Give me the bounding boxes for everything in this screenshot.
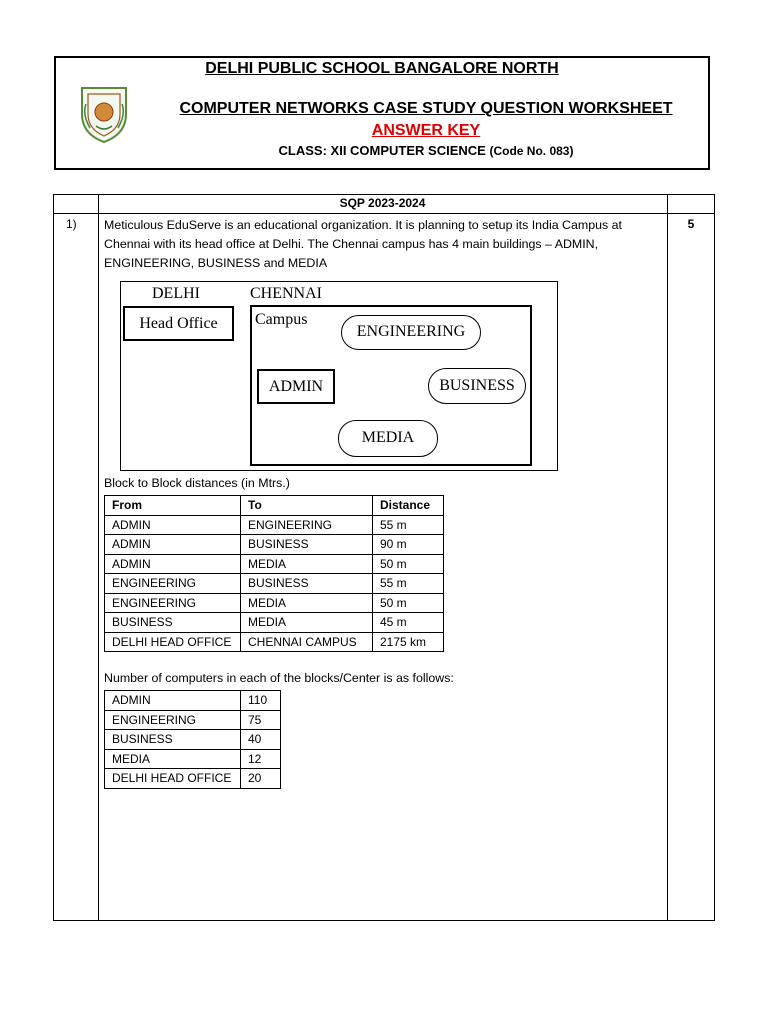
table-cell: 90 m (373, 535, 444, 555)
delhi-label: DELHI (152, 285, 200, 302)
table-cell: 110 (241, 691, 281, 711)
table-row (105, 691, 281, 711)
table-cell: ADMIN (105, 691, 241, 711)
school-name: DELHI PUBLIC SCHOOL BANGALORE NORTH (205, 60, 559, 77)
class-line (100, 143, 752, 158)
table-cell: BUSINESS (241, 535, 373, 555)
engineering-block: ENGINEERING (341, 315, 481, 350)
table-row (105, 730, 281, 750)
column-divider (98, 194, 99, 921)
table-cell: ENGINEERING (105, 593, 241, 613)
table-header-row (105, 496, 444, 516)
table-row (105, 749, 281, 769)
table-row (105, 593, 444, 613)
table-cell: MEDIA (105, 749, 241, 769)
table-cell: ENGINEERING (241, 515, 373, 535)
section-title: SQP 2023-2024 (339, 196, 426, 210)
table-row (105, 632, 444, 652)
class-label: CLASS: XII COMPUTER SCIENCE (278, 143, 486, 158)
column-divider (667, 194, 668, 921)
table-cell: MEDIA (241, 613, 373, 633)
table-cell: ADMIN (105, 515, 241, 535)
table-row (105, 535, 444, 555)
worksheet-title: COMPUTER NETWORKS CASE STUDY QUESTION WORKSHEET (179, 100, 673, 117)
question-number: 1) (66, 217, 77, 231)
table-row (105, 515, 444, 535)
table-cell: ENGINEERING (105, 710, 241, 730)
computers-caption: Number of computers in each of the blocks/Center is as follows: (104, 671, 454, 685)
table-cell: 2175 km (373, 632, 444, 652)
table-cell: 12 (241, 749, 281, 769)
table-row (105, 574, 444, 594)
table-cell: DELHI HEAD OFFICE (105, 632, 241, 652)
computers-table (104, 690, 281, 789)
table-cell: DELHI HEAD OFFICE (105, 769, 241, 789)
subject-code: (Code No. 083) (489, 144, 574, 158)
table-cell: 50 m (373, 554, 444, 574)
table-cell: 20 (241, 769, 281, 789)
table-cell: 55 m (373, 574, 444, 594)
campus-label: Campus (255, 311, 308, 328)
column-header: Distance (373, 496, 444, 516)
answer-key-label: ANSWER KEY (371, 122, 481, 139)
question-text: Meticulous EduServe is an educational organization. It is planning to setup its India Campus at Chennai with its head office at Delhi. The Chennai campus has 4 main buildings – ADMIN, ENGINEERING, BUSINESS and MEDIA (104, 218, 622, 270)
table-row (105, 769, 281, 789)
media-block: MEDIA (338, 420, 438, 457)
table-cell: ADMIN (105, 554, 241, 574)
table-cell: ADMIN (105, 535, 241, 555)
table-cell: BUSINESS (241, 574, 373, 594)
admin-block: ADMIN (257, 369, 335, 404)
chennai-label: CHENNAI (250, 285, 322, 302)
question-marks: 5 (687, 217, 695, 231)
column-header: From (105, 496, 241, 516)
table-row (105, 710, 281, 730)
table-cell: 55 m (373, 515, 444, 535)
table-cell: 40 (241, 730, 281, 750)
table-cell: ENGINEERING (105, 574, 241, 594)
table-cell: MEDIA (241, 554, 373, 574)
table-cell: CHENNAI CAMPUS (241, 632, 373, 652)
table-cell: 50 m (373, 593, 444, 613)
table-cell: BUSINESS (105, 730, 241, 750)
distances-caption: Block to Block distances (in Mtrs.) (104, 476, 290, 490)
table-row (105, 554, 444, 574)
table-row (105, 613, 444, 633)
table-cell: MEDIA (241, 593, 373, 613)
distances-table (104, 495, 444, 652)
table-cell: 45 m (373, 613, 444, 633)
head-office-block: Head Office (123, 306, 234, 341)
column-header: To (241, 496, 373, 516)
business-block: BUSINESS (428, 368, 526, 404)
table-cell: 75 (241, 710, 281, 730)
table-cell: BUSINESS (105, 613, 241, 633)
row-divider (53, 213, 715, 214)
